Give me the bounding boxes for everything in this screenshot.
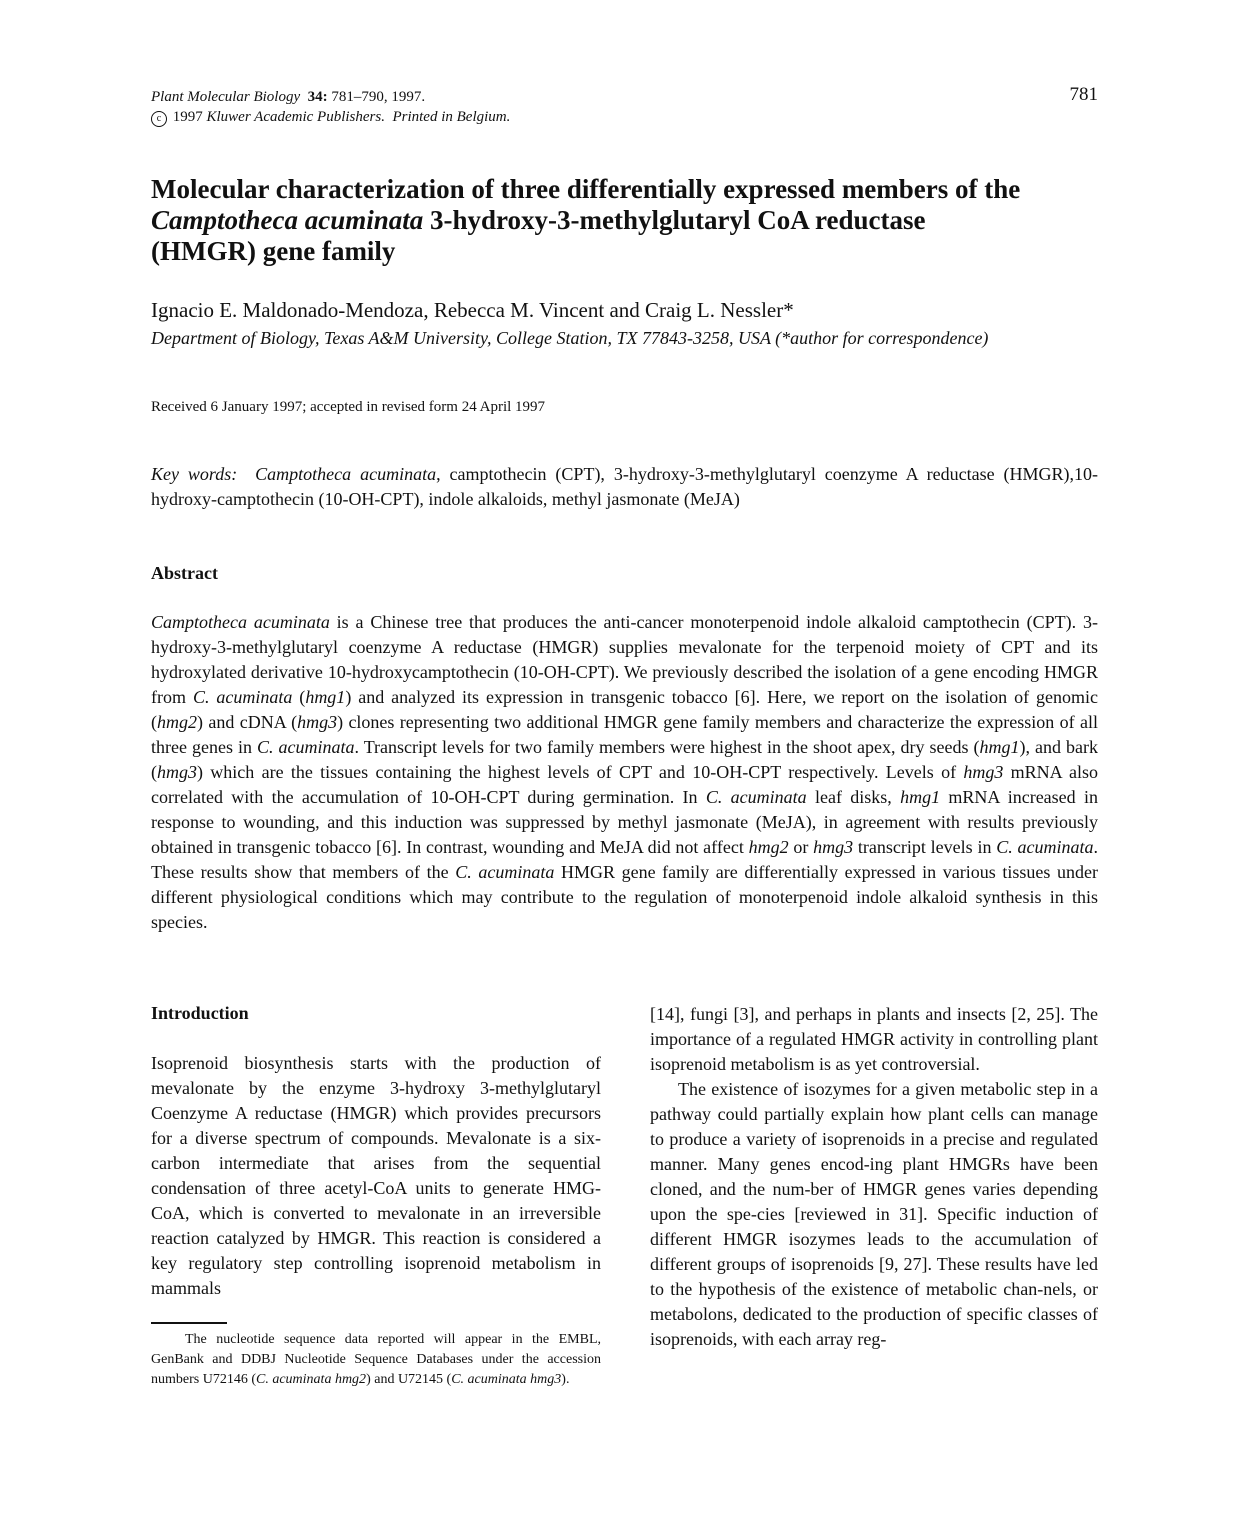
journal-citation bbox=[151, 87, 510, 127]
title-line-1: Molecular characterization of three differentially expressed members of the bbox=[151, 174, 1021, 204]
title-line-2-rest: 3-hydroxy-3-methylglutaryl CoA reductase bbox=[430, 205, 926, 235]
abstract-span: C. acuminata bbox=[257, 737, 355, 757]
abstract-span: HMGR gene family are differentially expressed in various tissues under different physiological conditions which may contribute to the regulation of monoterpenoid indole alkaloid synthesis in this species. bbox=[151, 862, 1098, 932]
footnote bbox=[151, 1330, 601, 1390]
abstract-span: hmg3 bbox=[297, 712, 338, 732]
page-number: 781 bbox=[1069, 84, 1098, 105]
copyright-year: 1997 bbox=[172, 109, 203, 125]
keywords bbox=[151, 462, 1098, 512]
printed-in: Printed in Belgium. bbox=[392, 109, 511, 125]
abstract-span: ), and bark ( bbox=[151, 737, 1099, 782]
abstract-span: is a Chinese tree that produces the anti-cancer monoterpenoid indole alkaloid camptothecin (CPT). 3-hydroxy-3-methylglutaryl coenzyme A reductase (HMGR) supplies mevalonate for the terpenoid moiety of CPT and its hydroxylated derivative 10-hydroxycamptothecin (10-OH-CPT). We previously described the isolation of a gene encoding HMGR from bbox=[151, 612, 1098, 707]
journal-volume: 34: bbox=[307, 89, 328, 105]
abstract-heading: Abstract bbox=[151, 563, 218, 583]
introduction-column-1: Isoprenoid biosynthesis starts with the production of mevalonate by the enzyme 3-hydroxy 3-methylglutaryl Coenzyme A reductase (HMGR) which provides precursors for a diverse spectrum of compounds. Mevalonate is a six-carbon intermediate that arises from the sequential condensation of three acetyl-CoA units to generate HMG-CoA, which is converted to mevalonate in an irreversible reaction catalyzed by HMGR. This reaction is considered a key regulatory step controlling isoprenoid metabolism in mammals bbox=[151, 1053, 601, 1298]
abstract-span: C. acuminata bbox=[705, 787, 807, 807]
footnote-species: C. acuminata hmg2 bbox=[256, 1372, 367, 1387]
footnote-text: The nucleotide sequence data reported will appear in the EMBL, GenBank and DDBJ Nucleotide Sequence Databases under the accession numbers U72146 ( bbox=[151, 1332, 601, 1387]
authors: Ignacio E. Maldonado-Mendoza, Rebecca M. Vincent and Craig L. Nessler* bbox=[151, 298, 794, 322]
footnote-rule bbox=[151, 1322, 227, 1324]
abstract-span: ) which are the tissues containing the highest levels of CPT and 10-OH-CPT respectively. Levels of bbox=[197, 762, 964, 782]
footnote-species: C. acuminata hmg3 bbox=[451, 1372, 562, 1387]
introduction-heading: Introduction bbox=[151, 1003, 249, 1023]
abstract-span: hmg2 bbox=[748, 837, 789, 857]
abstract-span: hmg2 bbox=[157, 712, 197, 732]
affiliation: Department of Biology, Texas A&M University, College Station, TX 77843-3258, USA (*author for correspondence) bbox=[151, 328, 989, 348]
citation-line bbox=[151, 87, 510, 107]
received-dates: Received 6 January 1997; accepted in revised form 24 April 1997 bbox=[151, 399, 546, 415]
footnote-text: ) and U72145 ( bbox=[366, 1372, 452, 1387]
keywords-label: Key words: bbox=[151, 464, 238, 484]
abstract-span: hmg3 bbox=[813, 837, 854, 857]
abstract-span: ) and cDNA ( bbox=[197, 712, 298, 732]
keywords-rest: , camptothecin (CPT), 3-hydroxy-3-methylglutaryl coenzyme A reductase (HMGR),10-hydroxy-camptothecin (10-OH-CPT), indole alkaloids, methyl jasmonate (MeJA) bbox=[151, 464, 1099, 509]
intro-paragraph: [14], fungi [3], and perhaps in plants and insects [2, 25]. The importance of a regulated HMGR activity in controlling plant isoprenoid metabolism is as yet controversial. bbox=[650, 1004, 1098, 1074]
abstract-span: ( bbox=[292, 687, 306, 707]
abstract-span: ) and analyzed its expression in transgenic tobacco [6]. Here, we report on the isolation of genomic ( bbox=[151, 687, 1099, 732]
copyright-line bbox=[151, 107, 510, 127]
journal-name: Plant Molecular Biology bbox=[151, 89, 301, 105]
intro-paragraph: The existence of isozymes for a given metabolic step in a pathway could partially explain how plant cells can manage to produce a variety of isoprenoids in a precise and regulated manner. Many genes encod-ing plant HMGRs have been cloned, and the num-ber of HMGR genes varies depending upon the spe-cies [reviewed in 31]. Specific induction of different HMGR isozymes leads to the accumulation of different groups of isoprenoids [9, 27]. These results have led to the hypothesis of the existence of metabolic chan-nels, or metabolons, dedicated to the production of specific classes of isoprenoids, with each array reg- bbox=[650, 1079, 1098, 1349]
title-line-2 bbox=[151, 205, 1111, 236]
abstract-span: or bbox=[788, 837, 814, 857]
abstract-span: hmg1 bbox=[979, 737, 1020, 757]
abstract-span: C. acuminata bbox=[455, 862, 555, 882]
title-line-3: (HMGR) gene family bbox=[151, 236, 396, 266]
publisher: Kluwer Academic Publishers. bbox=[206, 109, 385, 125]
abstract-span: hmg3 bbox=[963, 762, 1004, 782]
footnote-text: ). bbox=[561, 1372, 570, 1387]
abstract-span: mRNA also correlated with the accumulation of 10-OH-CPT during germination. In bbox=[151, 762, 1098, 807]
abstract-span: C. acuminata bbox=[192, 687, 293, 707]
abstract-span: transcript levels in bbox=[853, 837, 997, 857]
abstract-span: hmg3 bbox=[157, 762, 197, 782]
abstract-span: . These results show that members of the bbox=[151, 837, 1099, 882]
abstract-body bbox=[151, 610, 1098, 935]
abstract-span: hmg1 bbox=[900, 787, 941, 807]
keywords-species: Camptotheca acuminata bbox=[255, 464, 437, 484]
abstract-span: mRNA increased in response to wounding, and this induction was suppressed by methyl jasmonate (MeJA), in agreement with results previously obtained in transgenic tobacco [6]. In contrast, wounding and MeJA did not affect bbox=[151, 787, 1098, 857]
introduction-column-2 bbox=[650, 1002, 1098, 1352]
abstract-span: C. acuminata bbox=[996, 837, 1094, 857]
abstract-span: leaf disks, bbox=[806, 787, 901, 807]
abstract-span: Camptotheca acuminata bbox=[151, 612, 330, 632]
abstract-span: . Transcript levels for two family members were highest in the shoot apex, dry seeds ( bbox=[354, 737, 980, 757]
paper-title bbox=[151, 174, 1111, 267]
journal-pages: 781–790, 1997. bbox=[331, 89, 426, 105]
abstract-span: ) clones representing two additional HMGR gene family members and characterize the expression of all three genes in bbox=[151, 712, 1098, 757]
copyright-icon: c bbox=[151, 111, 167, 127]
title-species: Camptotheca acuminata bbox=[151, 205, 424, 235]
abstract-span: hmg1 bbox=[305, 687, 346, 707]
